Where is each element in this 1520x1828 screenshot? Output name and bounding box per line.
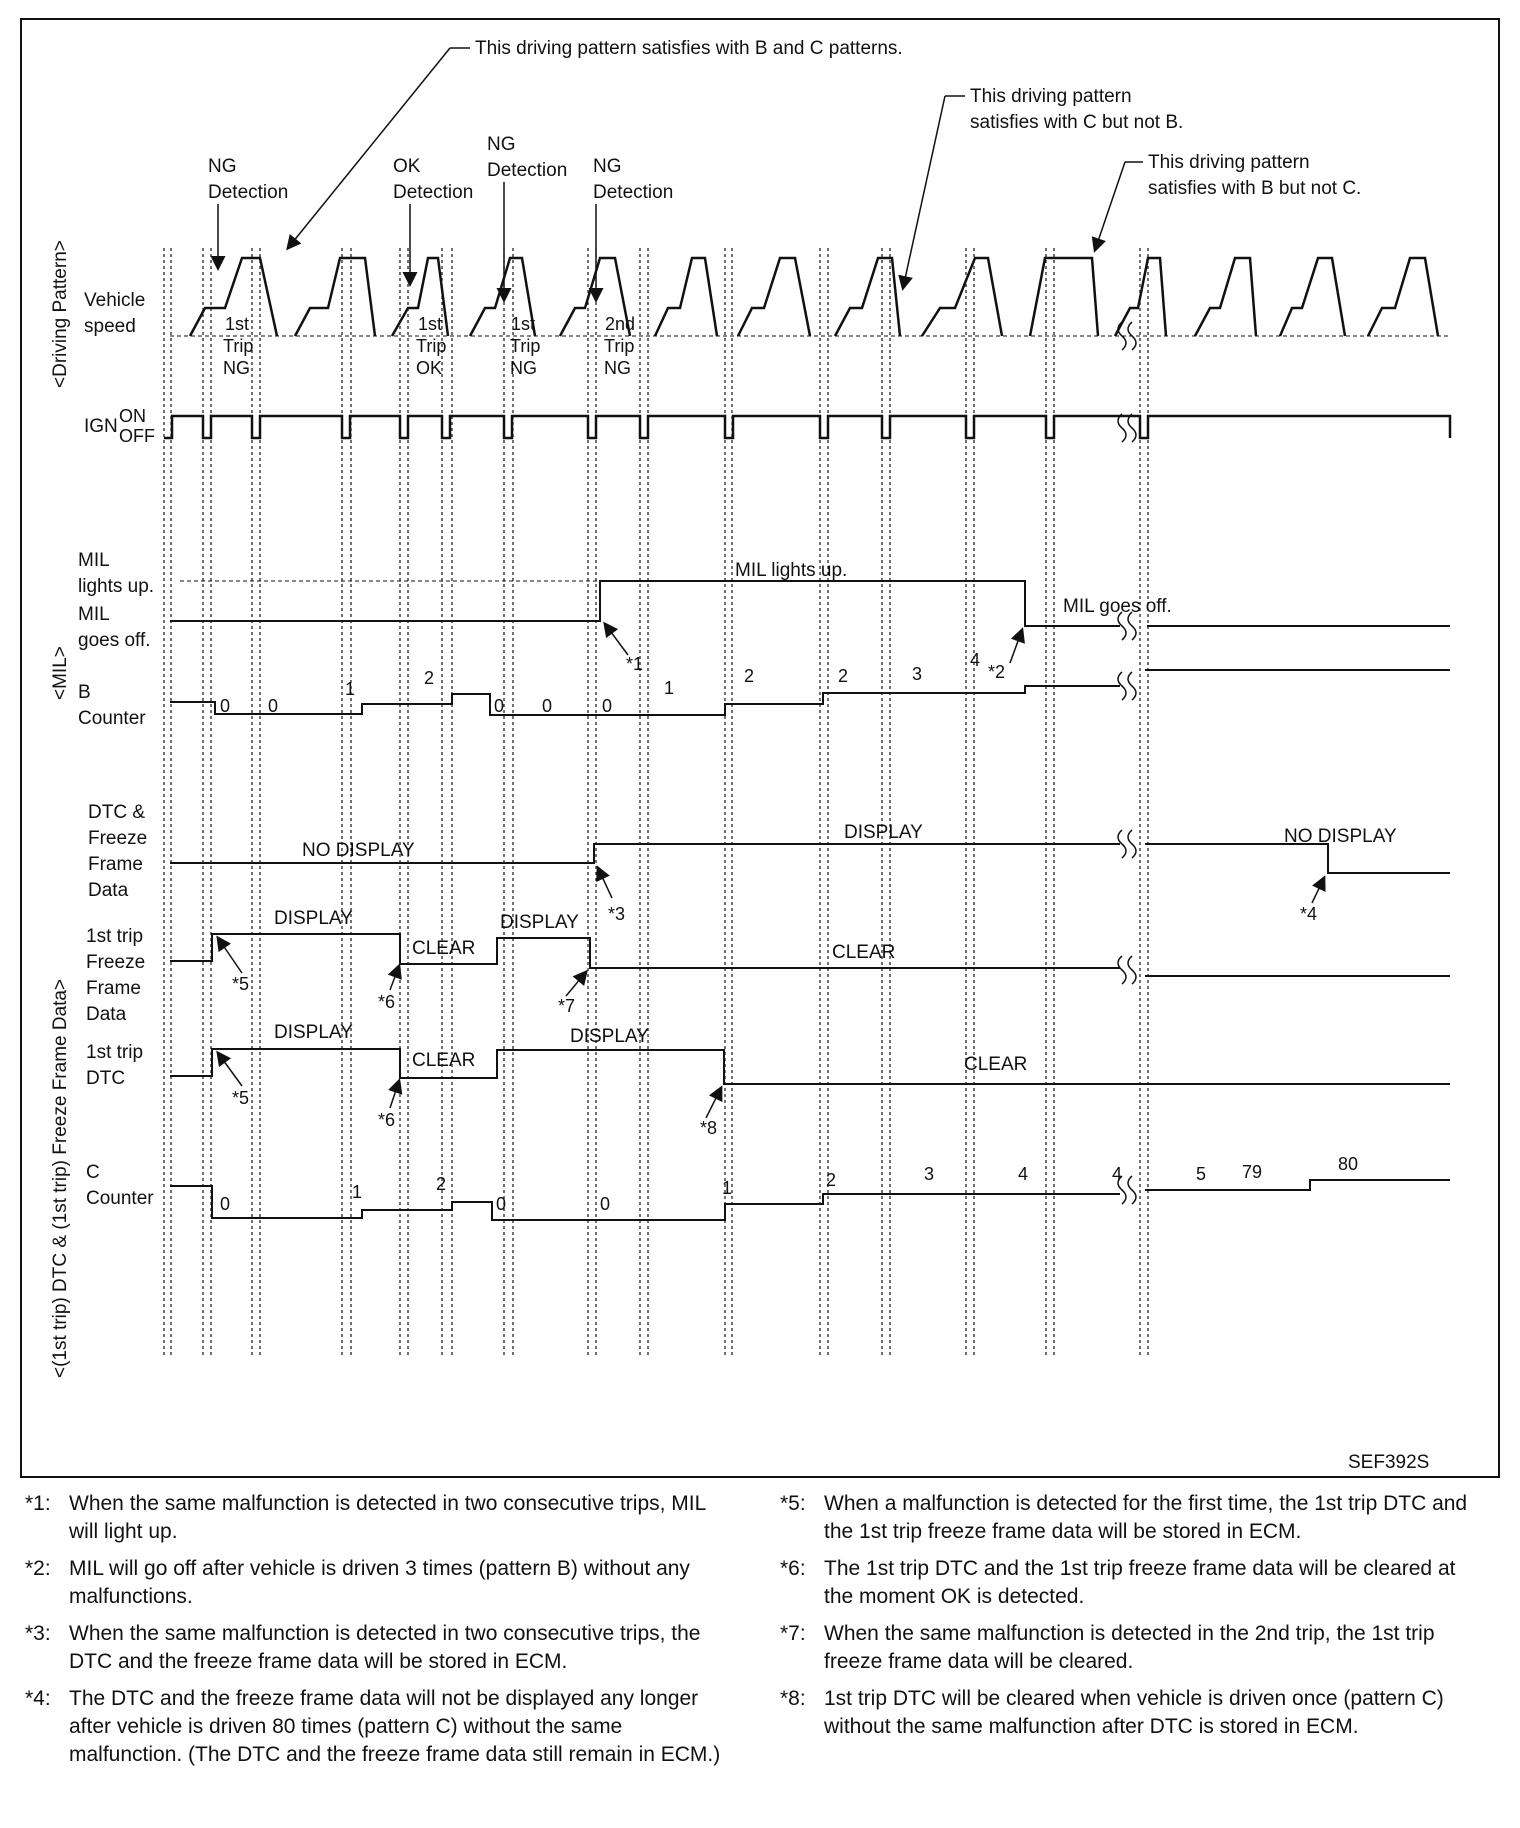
c-counter-value: 4: [1112, 1164, 1123, 1184]
svg-text:Trip: Trip: [510, 336, 541, 356]
speed-trip-profile: [295, 258, 375, 336]
svg-text:MIL: MIL: [78, 550, 110, 571]
b-counter-value: 0: [268, 696, 279, 716]
mil-on-state: MIL lights up.: [735, 560, 848, 581]
c-counter-value: 3: [924, 1164, 935, 1184]
svg-text:OFF: OFF: [119, 426, 155, 446]
marker-7: *7: [558, 996, 576, 1016]
svg-text:lights up.: lights up.: [78, 576, 155, 597]
b-counter-value: 1: [664, 678, 675, 698]
c-counter-value: 80: [1338, 1154, 1359, 1174]
svg-text:1st: 1st: [418, 314, 443, 334]
svg-text:NG: NG: [604, 358, 631, 378]
footnote: [25, 1490, 725, 1546]
section-dtc: <(1st trip) DTC & (1st trip) Freeze Frame Data>: [50, 978, 71, 1378]
row-label-1st-trip-dtc: [86, 1042, 143, 1089]
marker-6b: *6: [378, 1110, 396, 1130]
ign-trace: [164, 416, 1450, 438]
footnote: [25, 1555, 725, 1611]
c-counter-value: 4: [1018, 1164, 1029, 1184]
footnotes-left: [25, 1490, 725, 1778]
first-trip-dtc-trace: [170, 1049, 1450, 1084]
b-counter-trace: [170, 670, 1450, 715]
row-label-1st-trip-freeze: [86, 926, 145, 1025]
b-counter-value: 0: [220, 696, 231, 716]
footnote-text: When the same malfunction is detected in two consecutive trips, MIL will light up.: [69, 1492, 706, 1543]
vehicle-speed-trace: [190, 258, 1438, 336]
footnote-text: The 1st trip DTC and the 1st trip freeze frame data will be cleared at the moment OK is detected.: [824, 1557, 1456, 1608]
trip-label: [416, 314, 446, 378]
svg-text:Trip: Trip: [223, 336, 254, 356]
dtc1-display-state-2: DISPLAY: [570, 1026, 649, 1047]
footnote-tag: *6:: [780, 1557, 806, 1580]
c-counter-value: 5: [1196, 1164, 1207, 1184]
row-label-b-counter: [78, 682, 146, 729]
svg-text:Frame: Frame: [86, 978, 141, 999]
row-label-mil: [78, 550, 154, 651]
svg-text:speed: speed: [84, 316, 136, 337]
mil-off-state: MIL goes off.: [1063, 596, 1172, 617]
svg-text:Frame: Frame: [88, 854, 143, 875]
break-marks: [1118, 322, 1136, 1204]
svg-text:DTC &: DTC &: [88, 802, 145, 823]
marker-5b: *5: [232, 1088, 250, 1108]
footnote-tag: *2:: [25, 1557, 51, 1580]
marker-2: *2: [988, 662, 1006, 682]
footnote-text: The DTC and the freeze frame data will not be displayed any longer after vehicle is driven 80 times (pattern C) without the same malfunction. (The DTC and the freeze frame data still remain in ECM.): [69, 1687, 721, 1766]
svg-text:C: C: [86, 1162, 100, 1183]
footnote: [780, 1555, 1480, 1611]
b-counter-value: 0: [542, 696, 553, 716]
footnote-tag: *5:: [780, 1492, 806, 1515]
c-counter-value: 1: [722, 1178, 733, 1198]
svg-text:NG: NG: [208, 156, 237, 177]
svg-text:Trip: Trip: [416, 336, 447, 356]
footnote-tag: *7:: [780, 1622, 806, 1645]
svg-text:B: B: [78, 682, 91, 703]
svg-text:NG: NG: [593, 156, 622, 177]
footnote: [780, 1620, 1480, 1676]
dtc1-clear-state-2: CLEAR: [964, 1054, 1028, 1075]
svg-text:DTC: DTC: [86, 1068, 126, 1089]
b-counter-value: 1: [345, 679, 356, 699]
footnote: [25, 1685, 725, 1769]
dtc1-display-state: DISPLAY: [274, 1022, 353, 1043]
callout-c-not-b-line2: satisfies with C but not B.: [970, 112, 1184, 133]
callout-b-not-c-line1: This driving pattern: [1148, 152, 1310, 173]
marker-1: *1: [626, 654, 644, 674]
b-counter-value: 2: [424, 668, 435, 688]
trip-label: [604, 314, 635, 378]
first-trip-freeze-trace: [170, 934, 1450, 976]
c-counter-value: 2: [436, 1174, 447, 1194]
speed-trip-profile: [655, 258, 717, 336]
dtc1-clear-state: CLEAR: [412, 1050, 476, 1071]
footnote: [780, 1490, 1480, 1546]
footnote: [780, 1685, 1480, 1741]
svg-text:OK: OK: [416, 358, 443, 378]
marker-6: *6: [378, 992, 396, 1012]
detection-label: [487, 134, 567, 300]
footnote-tag: *4:: [25, 1687, 51, 1710]
footnote-text: 1st trip DTC will be cleared when vehicle is driven once (pattern C) without the same malfunction after DTC is stored in ECM.: [824, 1687, 1444, 1738]
figure-code: SEF392S: [1348, 1452, 1430, 1473]
trip-label: [510, 314, 540, 378]
svg-text:Data: Data: [88, 880, 129, 901]
row-label-c-counter: [86, 1162, 154, 1209]
b-counter-values: [220, 650, 980, 716]
svg-text:2nd: 2nd: [605, 314, 636, 334]
footnote-text: MIL will go off after vehicle is driven 3 times (pattern B) without any malfunctions.: [69, 1557, 690, 1608]
svg-text:Counter: Counter: [86, 1188, 154, 1209]
svg-text:Counter: Counter: [78, 708, 146, 729]
svg-text:Detection: Detection: [487, 160, 568, 181]
svg-text:Detection: Detection: [593, 182, 674, 203]
freeze-clear-state: CLEAR: [412, 938, 476, 959]
freeze-display-state: DISPLAY: [274, 908, 353, 929]
svg-text:OK: OK: [393, 156, 421, 177]
section-mil: <MIL>: [50, 646, 71, 700]
c-counter-value: 79: [1242, 1162, 1263, 1182]
svg-text:IGN: IGN: [84, 416, 118, 437]
svg-text:NG: NG: [510, 358, 537, 378]
c-counter-value: 2: [826, 1170, 837, 1190]
c-counter-value: 0: [600, 1194, 611, 1214]
b-counter-value: 4: [970, 650, 981, 670]
speed-trip-profile: [1195, 258, 1256, 336]
svg-text:ON: ON: [119, 406, 146, 426]
svg-text:Data: Data: [86, 1004, 127, 1025]
marker-5: *5: [232, 974, 250, 994]
footnote-tag: *8:: [780, 1687, 806, 1710]
c-counter-value: 0: [220, 1194, 231, 1214]
detection-label: [208, 156, 288, 268]
callout-c-not-b-line1: This driving pattern: [970, 86, 1132, 107]
speed-trip-profile: [922, 258, 1002, 336]
speed-trip-profile: [1115, 258, 1166, 336]
detection-label: [593, 156, 673, 300]
trip-label: [223, 314, 253, 378]
trip-guide-lines: [164, 248, 1148, 1358]
svg-text:1st: 1st: [225, 314, 250, 334]
footnote-tag: *3:: [25, 1622, 51, 1645]
footnote: [25, 1620, 725, 1676]
svg-text:Detection: Detection: [208, 182, 289, 203]
footnote-text: When the same malfunction is detected in the 2nd trip, the 1st trip freeze frame data will be cleared.: [824, 1622, 1435, 1673]
svg-text:Freeze: Freeze: [88, 828, 148, 849]
callout-b-and-c: This driving pattern satisfies with B and C patterns.: [475, 38, 903, 59]
speed-trip-profile: [1030, 258, 1098, 336]
svg-text:NG: NG: [223, 358, 250, 378]
row-label-ign: [84, 406, 155, 446]
c-counter-value: 1: [352, 1182, 363, 1202]
footnotes-right: [780, 1490, 1480, 1750]
row-label-dtc-freeze: [88, 802, 147, 901]
footnote-tag: *1:: [25, 1492, 51, 1515]
b-counter-value: 0: [494, 696, 505, 716]
svg-text:Freeze: Freeze: [86, 952, 146, 973]
speed-trip-profile: [1368, 258, 1438, 336]
callout-b-not-c-line2: satisfies with B but not C.: [1148, 178, 1362, 199]
svg-text:1st trip: 1st trip: [86, 1042, 144, 1063]
svg-text:Vehicle: Vehicle: [84, 290, 146, 311]
dtc-no-display-state: NO DISPLAY: [302, 840, 415, 861]
footnote-text: When a malfunction is detected for the first time, the 1st trip DTC and the 1st trip freeze frame data will be stored in ECM.: [824, 1492, 1468, 1543]
b-counter-value: 3: [912, 664, 923, 684]
detection-label: [393, 156, 473, 284]
mil-trace: [170, 581, 1450, 626]
svg-text:goes off.: goes off.: [78, 630, 151, 651]
driving-pattern-diagram: [20, 18, 1500, 1478]
b-counter-value: 2: [744, 666, 755, 686]
freeze-clear-state-2: CLEAR: [832, 942, 896, 963]
svg-text:1st: 1st: [511, 314, 536, 334]
b-counter-value: 0: [602, 696, 613, 716]
svg-text:Trip: Trip: [604, 336, 635, 356]
svg-text:NG: NG: [487, 134, 516, 155]
marker-4: *4: [1300, 904, 1318, 924]
svg-text:Detection: Detection: [393, 182, 474, 203]
c-counter-value: 0: [496, 1194, 507, 1214]
speed-trip-profile: [1280, 258, 1345, 336]
row-label-vehicle-speed: [84, 290, 145, 337]
svg-text:MIL: MIL: [78, 604, 110, 625]
dtc-display-state: DISPLAY: [844, 822, 923, 843]
section-driving-pattern: <Driving Pattern>: [50, 240, 71, 388]
footnote-text: When the same malfunction is detected in two consecutive trips, the DTC and the freeze frame data will be stored in ECM.: [69, 1622, 701, 1673]
b-counter-value: 2: [838, 666, 849, 686]
marker-8: *8: [700, 1118, 718, 1138]
freeze-display-state-2: DISPLAY: [500, 912, 579, 933]
speed-trip-profile: [738, 258, 810, 336]
marker-3: *3: [608, 904, 626, 924]
dtc-no-display-state-2: NO DISPLAY: [1284, 826, 1397, 847]
svg-text:1st trip: 1st trip: [86, 926, 144, 947]
